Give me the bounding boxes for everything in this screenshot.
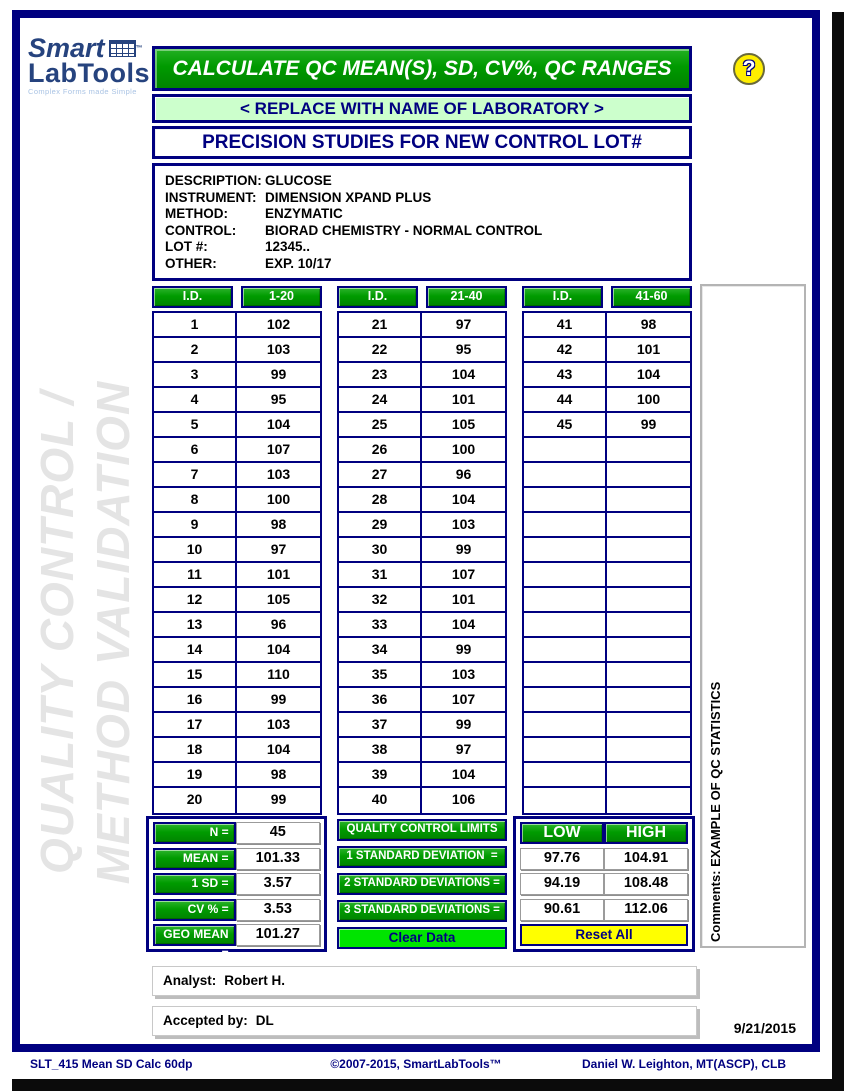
info-row-lot	[165, 239, 689, 256]
form-subtitle: PRECISION STUDIES FOR NEW CONTROL LOT#	[152, 126, 692, 159]
sd2-high-value: 108.48	[604, 873, 688, 895]
id-cell: 4	[154, 388, 237, 411]
id-cell: 34	[339, 638, 422, 661]
id-cell	[524, 488, 607, 511]
analyst-label: Analyst:	[163, 973, 217, 988]
table-row	[524, 588, 690, 613]
table-row	[154, 663, 320, 688]
table-row	[524, 763, 690, 788]
value-cell[interactable]: 98	[270, 766, 287, 782]
id-cell: 14	[154, 638, 237, 661]
footer-copyright: ©2007-2015, SmartLabTools™	[330, 1057, 502, 1071]
info-label: OTHER:	[165, 255, 217, 271]
table-row	[154, 763, 320, 788]
table-row	[154, 413, 320, 438]
table-row	[524, 363, 690, 388]
table-row	[524, 713, 690, 738]
table-body	[522, 311, 692, 815]
info-row-method	[165, 206, 689, 223]
id-cell: 42	[524, 338, 607, 361]
value-cell[interactable]: 101	[451, 591, 476, 607]
value-cell[interactable]	[607, 613, 690, 636]
table-row	[524, 388, 690, 413]
id-cell: 10	[154, 538, 237, 561]
mean-value: 101.33	[236, 848, 320, 870]
range-column-header: 41-60	[611, 286, 692, 308]
sd3-high-value: 112.06	[604, 899, 688, 921]
logo-trademark: ™	[135, 45, 143, 52]
id-cell: 23	[339, 363, 422, 386]
table-row	[154, 788, 320, 813]
id-cell: 29	[339, 513, 422, 536]
watermark-quality-control: QUALITY CONTROL /	[31, 391, 83, 874]
data-table-21-40	[337, 286, 507, 815]
id-cell: 9	[154, 513, 237, 536]
value-cell[interactable]	[607, 438, 690, 461]
table-row	[154, 513, 320, 538]
other-field[interactable]: EXP. 10/17	[265, 255, 332, 271]
watermark-method-validation: METHOD VALIDATION	[87, 380, 139, 885]
sd1-label: 1 STANDARD DEVIATION =	[337, 846, 507, 868]
id-cell: 37	[339, 713, 422, 736]
help-button[interactable]: ?	[733, 53, 765, 85]
sd2-range-row	[520, 873, 688, 895]
value-cell[interactable]: 104	[266, 416, 291, 432]
stat-row-sd	[153, 873, 320, 895]
table-row	[154, 338, 320, 363]
value-cell[interactable]: 102	[266, 316, 291, 332]
table-row	[154, 638, 320, 663]
id-cell: 24	[339, 388, 422, 411]
id-cell: 20	[154, 788, 237, 813]
table-row	[154, 563, 320, 588]
accepted-by-value: DL	[255, 1013, 274, 1028]
table-row	[524, 788, 690, 813]
table-row	[339, 713, 505, 738]
id-cell: 22	[339, 338, 422, 361]
table-header-row	[522, 286, 692, 308]
id-cell: 16	[154, 688, 237, 711]
table-row	[154, 713, 320, 738]
table-row	[339, 438, 505, 463]
value-cell[interactable]: 104	[451, 491, 476, 507]
id-cell: 44	[524, 388, 607, 411]
calculate-button[interactable]: CALCULATE QC MEAN(S), SD, CV%, QC RANGES	[152, 46, 692, 91]
value-cell[interactable]: 104	[451, 766, 476, 782]
value-cell[interactable]: 99	[270, 791, 287, 807]
value-cell[interactable]: 103	[451, 516, 476, 532]
info-label: DESCRIPTION:	[165, 173, 262, 188]
value-cell[interactable]	[607, 538, 690, 561]
id-cell: 8	[154, 488, 237, 511]
cv-label: CV % =	[153, 899, 236, 921]
low-high-header-row	[520, 822, 688, 844]
value-cell[interactable]: 107	[266, 441, 291, 457]
id-cell: 40	[339, 788, 422, 813]
table-row	[154, 438, 320, 463]
control-field[interactable]: BIORAD CHEMISTRY - NORMAL CONTROL	[265, 222, 543, 238]
value-cell[interactable]	[607, 638, 690, 661]
info-row-other	[165, 256, 689, 273]
table-row	[339, 663, 505, 688]
id-cell: 19	[154, 763, 237, 786]
id-cell: 31	[339, 563, 422, 586]
value-cell[interactable]: 103	[266, 466, 291, 482]
table-row	[339, 613, 505, 638]
id-cell	[524, 463, 607, 486]
qc-limits-header: QUALITY CONTROL LIMITS	[337, 819, 507, 841]
low-header: LOW	[520, 822, 604, 844]
value-cell[interactable]: 107	[451, 691, 476, 707]
info-label: INSTRUMENT:	[165, 189, 257, 205]
id-column-header: I.D.	[337, 286, 418, 308]
value-cell[interactable]: 101	[266, 566, 291, 582]
sd1-low-value: 97.76	[520, 848, 604, 870]
sd1-range-row	[520, 848, 688, 870]
id-cell: 18	[154, 738, 237, 761]
id-cell: 3	[154, 363, 237, 386]
id-cell	[524, 538, 607, 561]
id-cell	[524, 563, 607, 586]
value-cell[interactable]: 99	[455, 716, 472, 732]
table-row	[524, 413, 690, 438]
id-cell: 26	[339, 438, 422, 461]
value-cell[interactable]: 100	[266, 491, 291, 507]
table-header-row	[152, 286, 322, 308]
id-column-header: I.D.	[152, 286, 233, 308]
value-cell[interactable]: 103	[266, 341, 291, 357]
id-cell	[524, 513, 607, 536]
value-cell[interactable]: 103	[266, 716, 291, 732]
table-row	[339, 788, 505, 813]
value-cell[interactable]	[607, 738, 690, 761]
sd2-low-value: 94.19	[520, 873, 604, 895]
id-cell: 27	[339, 463, 422, 486]
date-field: 9/21/2015	[733, 1020, 796, 1036]
table-row	[339, 588, 505, 613]
value-cell[interactable]: 105	[451, 416, 476, 432]
cv-value: 3.53	[236, 899, 320, 921]
statistics-group	[146, 816, 327, 957]
table-row	[524, 513, 690, 538]
value-cell[interactable]: 97	[455, 741, 472, 757]
value-cell[interactable]: 110	[267, 666, 290, 682]
value-cell[interactable]	[607, 713, 690, 736]
value-cell[interactable]: 100	[451, 441, 476, 457]
table-row	[339, 488, 505, 513]
value-cell[interactable]	[607, 463, 690, 486]
value-cell[interactable]: 100	[636, 391, 661, 407]
table-row	[339, 738, 505, 763]
table-row	[339, 388, 505, 413]
description-field[interactable]: GLUCOSE	[265, 173, 332, 188]
range-column-header: 21-40	[426, 286, 507, 308]
table-row	[339, 313, 505, 338]
value-cell[interactable]	[607, 488, 690, 511]
table-row	[524, 338, 690, 363]
footer-form-id: SLT_415 Mean SD Calc 60dp	[30, 1057, 193, 1071]
value-cell[interactable]: 98	[270, 516, 287, 532]
value-cell[interactable]	[607, 563, 690, 586]
table-row	[154, 313, 320, 338]
table-row	[524, 563, 690, 588]
id-cell: 38	[339, 738, 422, 761]
table-header-row	[337, 286, 507, 308]
clear-data-button[interactable]: Clear Data	[337, 927, 507, 949]
value-cell[interactable]: 101	[451, 391, 476, 407]
value-cell[interactable]: 99	[270, 691, 287, 707]
range-column-header: 1-20	[241, 286, 322, 308]
sd-value: 3.57	[236, 873, 320, 895]
stat-row-geomean	[153, 924, 320, 957]
method-field[interactable]: ENZYMATIC	[265, 206, 343, 221]
value-cell[interactable]	[607, 663, 690, 686]
id-cell	[524, 688, 607, 711]
id-cell	[524, 738, 607, 761]
id-cell	[524, 613, 607, 636]
table-body	[337, 311, 507, 815]
id-cell	[524, 713, 607, 736]
qc-limits-group	[337, 819, 507, 949]
table-row	[339, 638, 505, 663]
smartlabtools-logo	[28, 33, 153, 96]
stat-row-cv	[153, 899, 320, 921]
id-cell: 28	[339, 488, 422, 511]
sd3-range-row	[520, 899, 688, 921]
table-row	[524, 688, 690, 713]
table-row	[339, 513, 505, 538]
value-cell[interactable]: 96	[270, 616, 287, 632]
table-row	[524, 438, 690, 463]
value-cell[interactable]: 104	[266, 741, 291, 757]
table-row	[339, 463, 505, 488]
value-cell[interactable]: 103	[451, 666, 476, 682]
value-cell[interactable]: 104	[636, 366, 661, 382]
id-cell: 35	[339, 663, 422, 686]
value-cell[interactable]: 99	[270, 366, 287, 382]
instrument-field[interactable]: DIMENSION XPAND PLUS	[265, 189, 432, 205]
analyst-value: Robert H.	[224, 973, 286, 988]
sd3-low-value: 90.61	[520, 899, 604, 921]
low-high-group	[513, 816, 695, 952]
table-row	[524, 463, 690, 488]
table-row	[154, 613, 320, 638]
id-column-header: I.D.	[522, 286, 603, 308]
logo-tagline: Complex Forms made Simple	[28, 87, 137, 96]
table-row	[154, 538, 320, 563]
table-row	[154, 388, 320, 413]
table-row	[339, 538, 505, 563]
table-row	[154, 463, 320, 488]
lab-name-field[interactable]: < REPLACE WITH NAME OF LABORATORY >	[152, 94, 692, 123]
value-cell[interactable]	[607, 688, 690, 711]
data-table-1-20	[152, 286, 322, 815]
n-label: N =	[153, 822, 236, 844]
geomean-value: 101.27	[236, 924, 320, 946]
table-row	[339, 563, 505, 588]
value-cell[interactable]: 107	[451, 566, 476, 582]
id-cell: 13	[154, 613, 237, 636]
table-row	[524, 738, 690, 763]
id-cell	[524, 663, 607, 686]
value-cell[interactable]: 97	[455, 316, 472, 332]
comments-text: Comments: EXAMPLE OF QC STATISTICS	[708, 681, 723, 942]
id-cell: 6	[154, 438, 237, 461]
id-cell: 45	[524, 413, 607, 436]
value-cell[interactable]: 95	[455, 341, 472, 357]
table-row	[339, 363, 505, 388]
sd3-label: 3 STANDARD DEVIATIONS =	[337, 900, 507, 922]
id-cell: 7	[154, 463, 237, 486]
logo-grid-icon	[109, 40, 136, 57]
info-row-instrument	[165, 190, 689, 207]
analyst-field[interactable]	[152, 966, 697, 996]
value-cell[interactable]: 96	[455, 466, 472, 482]
info-row-description	[165, 173, 689, 190]
table-row	[154, 363, 320, 388]
table-row	[339, 338, 505, 363]
value-cell[interactable]: 104	[451, 366, 476, 382]
id-cell: 30	[339, 538, 422, 561]
id-cell: 15	[154, 663, 237, 686]
id-cell: 25	[339, 413, 422, 436]
table-row	[524, 313, 690, 338]
value-cell[interactable]: 99	[455, 641, 472, 657]
id-cell	[524, 788, 607, 813]
table-row	[524, 638, 690, 663]
table-body	[152, 311, 322, 815]
value-cell[interactable]: 99	[455, 541, 472, 557]
footer-author: Daniel W. Leighton, MT(ASCP), CLB	[582, 1057, 786, 1071]
stat-row-mean	[153, 848, 320, 870]
id-cell: 33	[339, 613, 422, 636]
logo-smart-text: Smart	[28, 33, 105, 63]
table-row	[524, 538, 690, 563]
info-row-control	[165, 223, 689, 240]
accepted-by-label: Accepted by:	[163, 1013, 248, 1028]
table-row	[339, 413, 505, 438]
id-cell: 11	[154, 563, 237, 586]
table-row	[154, 688, 320, 713]
value-cell[interactable]: 99	[640, 416, 657, 432]
id-cell: 5	[154, 413, 237, 436]
id-cell: 36	[339, 688, 422, 711]
control-info-box	[152, 163, 692, 281]
n-value: 45	[236, 822, 320, 844]
accepted-by-field[interactable]	[152, 1006, 697, 1036]
sd-label: 1 SD =	[153, 873, 236, 895]
id-cell: 1	[154, 313, 237, 336]
value-cell[interactable]: 95	[270, 391, 287, 407]
logo-labtools-text: LabTools	[28, 58, 150, 88]
id-cell: 2	[154, 338, 237, 361]
id-cell	[524, 763, 607, 786]
table-row	[154, 588, 320, 613]
reset-all-button[interactable]: Reset All	[520, 924, 688, 946]
table-row	[524, 488, 690, 513]
value-cell[interactable]: 101	[636, 341, 661, 357]
id-cell: 21	[339, 313, 422, 336]
id-cell: 12	[154, 588, 237, 611]
id-cell	[524, 588, 607, 611]
value-cell[interactable]: 106	[451, 791, 476, 807]
table-row	[154, 738, 320, 763]
id-cell	[524, 438, 607, 461]
table-row	[339, 763, 505, 788]
table-row	[154, 488, 320, 513]
geomean-label: GEO MEAN =	[153, 924, 236, 946]
sd1-high-value: 104.91	[604, 848, 688, 870]
info-label: METHOD:	[165, 206, 228, 221]
value-cell[interactable]: 105	[266, 591, 291, 607]
value-cell[interactable]	[607, 513, 690, 536]
data-table-41-60	[522, 286, 692, 815]
table-row	[339, 688, 505, 713]
value-cell[interactable]: 104	[266, 641, 291, 657]
lot-field[interactable]: 12345..	[265, 239, 311, 254]
id-cell: 39	[339, 763, 422, 786]
sd2-label: 2 STANDARD DEVIATIONS =	[337, 873, 507, 895]
id-cell: 41	[524, 313, 607, 336]
info-label: LOT #:	[165, 239, 208, 254]
table-row	[524, 663, 690, 688]
value-cell[interactable]	[607, 788, 690, 813]
id-cell: 43	[524, 363, 607, 386]
value-cell[interactable]	[607, 588, 690, 611]
value-cell[interactable]: 98	[640, 316, 657, 332]
value-cell[interactable]: 97	[270, 541, 287, 557]
mean-label: MEAN =	[153, 848, 236, 870]
table-row	[524, 613, 690, 638]
id-cell: 32	[339, 588, 422, 611]
id-cell: 17	[154, 713, 237, 736]
stat-row-n	[153, 822, 320, 844]
id-cell	[524, 638, 607, 661]
value-cell[interactable]	[607, 763, 690, 786]
high-header: HIGH	[604, 822, 688, 844]
info-label: CONTROL:	[165, 222, 237, 238]
value-cell[interactable]: 104	[451, 616, 476, 632]
